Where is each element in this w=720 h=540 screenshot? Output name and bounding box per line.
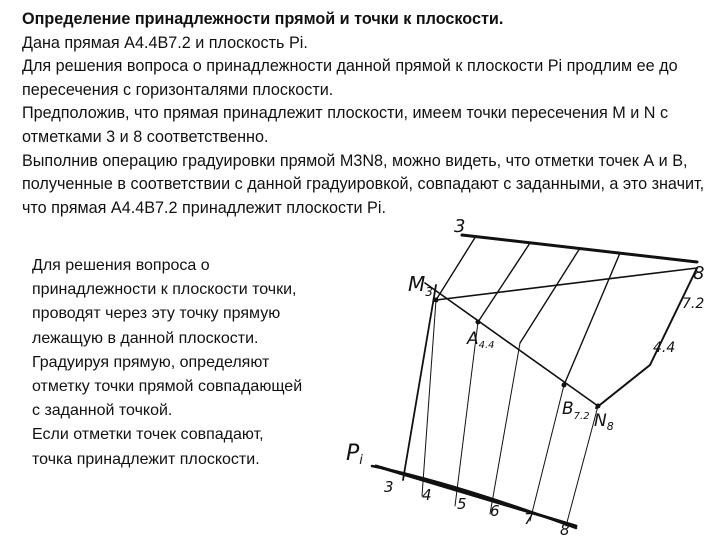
grading-line [478,243,530,322]
projection-line [455,322,478,506]
scale-label-3: 3 [384,478,394,496]
point-m [434,298,439,303]
label-n [594,411,614,433]
scale-label-6: 6 [490,502,500,520]
plane-edge-right-lower [596,365,650,408]
plane-edge-left [403,285,436,480]
side-line: проводят через эту точку прямую [32,305,281,323]
label-n-sub: 8 [606,420,614,433]
scale-label-8: 8 [560,521,570,539]
paragraph-conclusion: Выполнив операцию градуировки прямой M3N8, можно видеть, что отметки точек А и В, полученные в соответствии с данной градуировкой, совпадают с заданными, а это значит, что прямая А4.4В7.2 принадлежит плоскости Pi. [22,151,705,217]
label-m-letter: M [408,272,426,296]
label-pi [346,441,363,468]
label-8-right: 8 [693,263,705,284]
side-line: с заданной точкой. [32,402,173,420]
side-line: принадлежности к плоскости точки, [32,281,297,299]
label-b-sub: 7.2 [573,411,590,422]
projection-line [530,385,564,521]
scale-label-5: 5 [457,495,467,513]
point-n [596,404,601,409]
paragraph-extend: Для решения вопроса о принадлежности данной прямой к плоскости Pi продлим ее до пересечения с горизонталями плоскости. [22,57,678,99]
scale-label-4: 4 [422,486,432,504]
scale-label-7: 7 [524,510,534,528]
label-a [466,329,495,351]
label-3-top: 3 [454,216,466,237]
label-n-letter: N [594,411,607,431]
label-pi-letter: P [346,441,360,466]
side-line: Для решения вопроса о [32,257,210,274]
label-a-letter: A [467,329,479,349]
label-m-sub: 3 [425,285,433,299]
side-line: отметку точки прямой совпадающей [32,378,303,396]
grading-line [520,248,580,343]
side-line: Градуируя прямую, определяют [32,353,270,371]
projection-line [490,343,520,514]
label-a-sub: 4.4 [478,340,495,351]
label-m [408,272,433,299]
line-through-a [436,268,697,300]
line-m3-n8 [425,283,598,406]
side-line: лежащую в данной плоскости. [32,329,259,347]
label-7-2: 7.2 [682,296,705,312]
label-4-4: 4.4 [653,340,676,356]
point-b [562,383,567,388]
paragraph-given: Дана прямая А4.4В7.2 и плоскость Pi. [22,33,308,52]
point-a [476,320,481,325]
label-pi-sub: i [359,453,363,468]
label-b [562,399,590,422]
grading-line [564,253,620,385]
paragraph-intersections: Предположив, что прямая принадлежит плоскости, имеем точки пересечения M и N с отметками 3 и 8 соответственно. [22,104,669,146]
side-line: Если отметки точек совпадают, [32,426,264,444]
side-line: точка принадлежит плоскости. [32,450,260,468]
grading-line [436,236,476,300]
label-b-letter: B [562,399,574,419]
page-title: Определение принадлежности прямой и точки к плоскости. [22,10,504,28]
